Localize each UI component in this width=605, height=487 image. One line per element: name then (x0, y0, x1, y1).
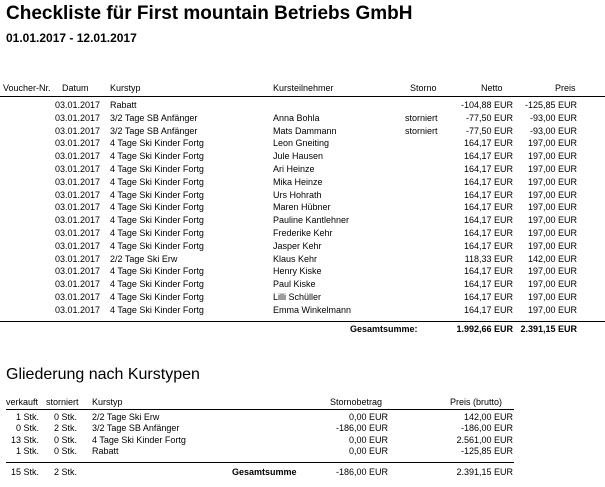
cell-price: 197,00 EUR (527, 176, 577, 187)
cell-date: 03.01.2017 (55, 100, 101, 110)
table-row (0, 279, 605, 291)
table-row (0, 138, 605, 150)
summary-total-row (0, 467, 605, 479)
cell-course-type: Rabatt (110, 100, 137, 110)
cell-participant: Jasper Kehr (273, 240, 322, 251)
total-divider (0, 321, 605, 322)
cell-course-type: 3/2 Tage SB Anfänger (110, 125, 198, 136)
summary-row (0, 435, 605, 447)
cell-date: 03.01.2017 (55, 125, 101, 136)
cell-price: 197,00 EUR (527, 228, 577, 238)
cell-participant: Mika Heinze (273, 176, 323, 187)
cell-storno-amount: 0,00 EUR (348, 434, 388, 445)
cell-price: 197,00 EUR (527, 215, 577, 226)
cell-price: -93,00 EUR (529, 125, 577, 136)
cell-cancelled: 0 Stk. (53, 434, 77, 445)
cell-date: 03.01.2017 (55, 151, 101, 162)
summary-total-divider (6, 462, 514, 463)
cell-net: 164,17 EUR (463, 164, 513, 174)
cell-date: 03.01.2017 (55, 112, 101, 123)
cell-course-type: 4 Tage Ski Kinder Fortg (110, 151, 204, 162)
cell-participant: Anna Bohla (273, 112, 320, 123)
cell-course-type: 2/2 Tage Ski Erw (92, 412, 160, 422)
table-row (0, 292, 605, 304)
table-row (0, 215, 605, 227)
cell-course-type: 3/2 Tage SB Anfänger (92, 423, 180, 434)
cell-price: 197,00 EUR (527, 279, 577, 290)
cell-course-type: 4 Tage Ski Kinder Fortg (110, 304, 204, 315)
cell-date: 03.01.2017 (55, 176, 101, 187)
cell-price: 197,00 EUR (527, 164, 577, 174)
cell-date: 03.01.2017 (55, 292, 101, 302)
cell-course-type: 4 Tage Ski Kinder Fortg (110, 164, 204, 174)
cell-price: 197,00 EUR (527, 304, 577, 315)
cell-net: 164,17 EUR (463, 292, 513, 302)
cell-net: 164,17 EUR (463, 189, 513, 200)
cell-price: 197,00 EUR (527, 292, 577, 302)
cell-gross: 2.561,00 EUR (456, 434, 513, 445)
table-row (0, 228, 605, 240)
summary-header-sold: verkauft (6, 397, 39, 407)
cell-gross: -125,85 EUR (460, 445, 513, 456)
cell-course-type: 4 Tage Ski Kinder Fortg (92, 434, 186, 445)
cell-participant: Paul Kiske (273, 279, 316, 290)
summary-header-storno: Stornobetrag (330, 397, 383, 407)
cell-net: 164,17 EUR (463, 266, 513, 277)
cell-participant: Ari Heinze (273, 164, 315, 174)
cell-date: 03.01.2017 (55, 253, 101, 264)
table-row (0, 113, 605, 125)
header-net: Netto (481, 83, 503, 93)
total-label: Gesamtsumme: (350, 324, 418, 334)
table-row (0, 151, 605, 163)
cell-net: 164,17 EUR (463, 138, 513, 149)
cell-course-type: 4 Tage Ski Kinder Fortg (110, 215, 204, 226)
summary-row (0, 446, 605, 458)
summary-total-storno: -186,00 EUR (335, 467, 388, 477)
cell-participant: Klaus Kehr (273, 253, 318, 264)
cell-participant: Jule Hausen (273, 151, 324, 162)
cell-net: 164,17 EUR (463, 304, 513, 315)
cell-date: 03.01.2017 (55, 189, 101, 200)
cell-date: 03.01.2017 (55, 215, 101, 226)
cell-net: 164,17 EUR (463, 176, 513, 187)
cell-date: 03.01.2017 (55, 304, 101, 315)
cell-participant: Urs Hohrath (273, 189, 322, 200)
summary-total-label: Gesamtsumme (232, 467, 297, 477)
cell-date: 03.01.2017 (55, 240, 101, 251)
summary-row (0, 423, 605, 435)
table-row (0, 305, 605, 317)
cell-price: 197,00 EUR (527, 202, 577, 213)
cell-price: 197,00 EUR (527, 240, 577, 251)
table-row (0, 177, 605, 189)
table-row (0, 202, 605, 214)
header-participant: Kursteilnehmer (273, 83, 334, 93)
report-period: 01.01.2017 - 12.01.2017 (6, 31, 137, 45)
table-row (0, 100, 605, 112)
header-voucher: Voucher-Nr. (3, 83, 51, 93)
summary-total-sold: 15 Stk. (10, 467, 39, 477)
cell-course-type: 4 Tage Ski Kinder Fortg (110, 228, 204, 238)
cell-price: 197,00 EUR (527, 138, 577, 149)
header-price: Preis (555, 83, 576, 93)
cell-net: -104,88 EUR (460, 100, 513, 110)
cell-price: 197,00 EUR (527, 266, 577, 277)
cell-participant: Emma Winkelmann (273, 304, 352, 315)
cell-gross: -186,00 EUR (460, 423, 513, 434)
cell-net: 164,17 EUR (463, 151, 513, 162)
summary-total-gross: 2.391,15 EUR (456, 467, 513, 477)
cell-date: 03.01.2017 (55, 202, 101, 213)
total-net: 1.992,66 EUR (456, 324, 513, 334)
cell-course-type: 4 Tage Ski Kinder Fortg (110, 266, 204, 277)
table-row (0, 126, 605, 138)
cell-course-type: 4 Tage Ski Kinder Fortg (110, 240, 204, 251)
cell-course-type: 4 Tage Ski Kinder Fortg (110, 176, 204, 187)
cell-price: -125,85 EUR (524, 100, 577, 110)
cell-sold: 1 Stk. (15, 412, 39, 422)
cell-course-type: 4 Tage Ski Kinder Fortg (110, 189, 204, 200)
table-row (0, 266, 605, 278)
cell-participant: Leon Gneiting (273, 138, 330, 149)
cell-storno-amount: 0,00 EUR (348, 445, 388, 456)
summary-row (0, 412, 605, 424)
summary-total-cancelled: 2 Stk. (53, 467, 77, 477)
cell-participant: Pauline Kantlehner (273, 215, 350, 226)
cell-net: 164,17 EUR (463, 215, 513, 226)
cell-participant: Lilli Schüller (273, 292, 322, 302)
cell-net: -77,50 EUR (465, 112, 513, 123)
cell-course-type: Rabatt (92, 445, 119, 456)
table-row (0, 254, 605, 266)
cell-storno: storniert (405, 112, 438, 123)
cell-price: -93,00 EUR (529, 112, 577, 123)
cell-net: 164,17 EUR (463, 202, 513, 213)
header-course-type: Kurstyp (110, 83, 141, 93)
cell-date: 03.01.2017 (55, 228, 101, 238)
cell-gross: 142,00 EUR (463, 412, 513, 422)
main-total-row (0, 324, 605, 336)
summary-header-course-type: Kurstyp (92, 397, 123, 407)
cell-course-type: 3/2 Tage SB Anfänger (110, 112, 198, 123)
cell-participant: Mats Dammann (273, 125, 337, 136)
summary-header-cancelled: storniert (46, 397, 79, 407)
header-divider (0, 96, 605, 97)
cell-price: 142,00 EUR (527, 253, 577, 264)
cell-date: 03.01.2017 (55, 266, 101, 277)
header-date: Datum (62, 83, 89, 93)
cell-storno-amount: 0,00 EUR (348, 412, 388, 422)
table-row (0, 241, 605, 253)
cell-sold: 13 Stk. (10, 434, 39, 445)
report-title: Checkliste für First mountain Betriebs GmbH (6, 3, 413, 24)
cell-storno: storniert (405, 125, 438, 136)
cell-net: -77,50 EUR (465, 125, 513, 136)
cell-net: 164,17 EUR (463, 240, 513, 251)
cell-date: 03.01.2017 (55, 164, 101, 174)
cell-participant: Maren Hübner (273, 202, 331, 213)
cell-course-type: 4 Tage Ski Kinder Fortg (110, 279, 204, 290)
cell-course-type: 2/2 Tage Ski Erw (110, 253, 178, 264)
cell-cancelled: 2 Stk. (53, 423, 77, 434)
summary-title: Gliederung nach Kurstypen (6, 366, 200, 383)
cell-net: 118,33 EUR (464, 253, 513, 264)
cell-price: 197,00 EUR (527, 151, 577, 162)
total-price: 2.391,15 EUR (520, 324, 577, 334)
cell-course-type: 4 Tage Ski Kinder Fortg (110, 138, 204, 149)
table-row (0, 164, 605, 176)
cell-date: 03.01.2017 (55, 279, 101, 290)
cell-participant: Henry Kiske (273, 266, 322, 277)
cell-course-type: 4 Tage Ski Kinder Fortg (110, 292, 204, 302)
cell-storno-amount: -186,00 EUR (335, 423, 388, 434)
cell-cancelled: 0 Stk. (53, 412, 77, 422)
cell-sold: 1 Stk. (15, 445, 39, 456)
cell-course-type: 4 Tage Ski Kinder Fortg (110, 202, 204, 213)
cell-cancelled: 0 Stk. (53, 445, 77, 456)
cell-net: 164,17 EUR (463, 279, 513, 290)
cell-net: 164,17 EUR (463, 228, 513, 238)
cell-date: 03.01.2017 (55, 138, 101, 149)
cell-price: 197,00 EUR (527, 189, 577, 200)
summary-header-divider (6, 409, 514, 410)
header-storno: Storno (410, 83, 437, 93)
cell-participant: Frederike Kehr (273, 228, 333, 238)
cell-sold: 0 Stk. (15, 423, 39, 434)
summary-header-gross: Preis (brutto) (450, 397, 503, 407)
table-row (0, 190, 605, 202)
